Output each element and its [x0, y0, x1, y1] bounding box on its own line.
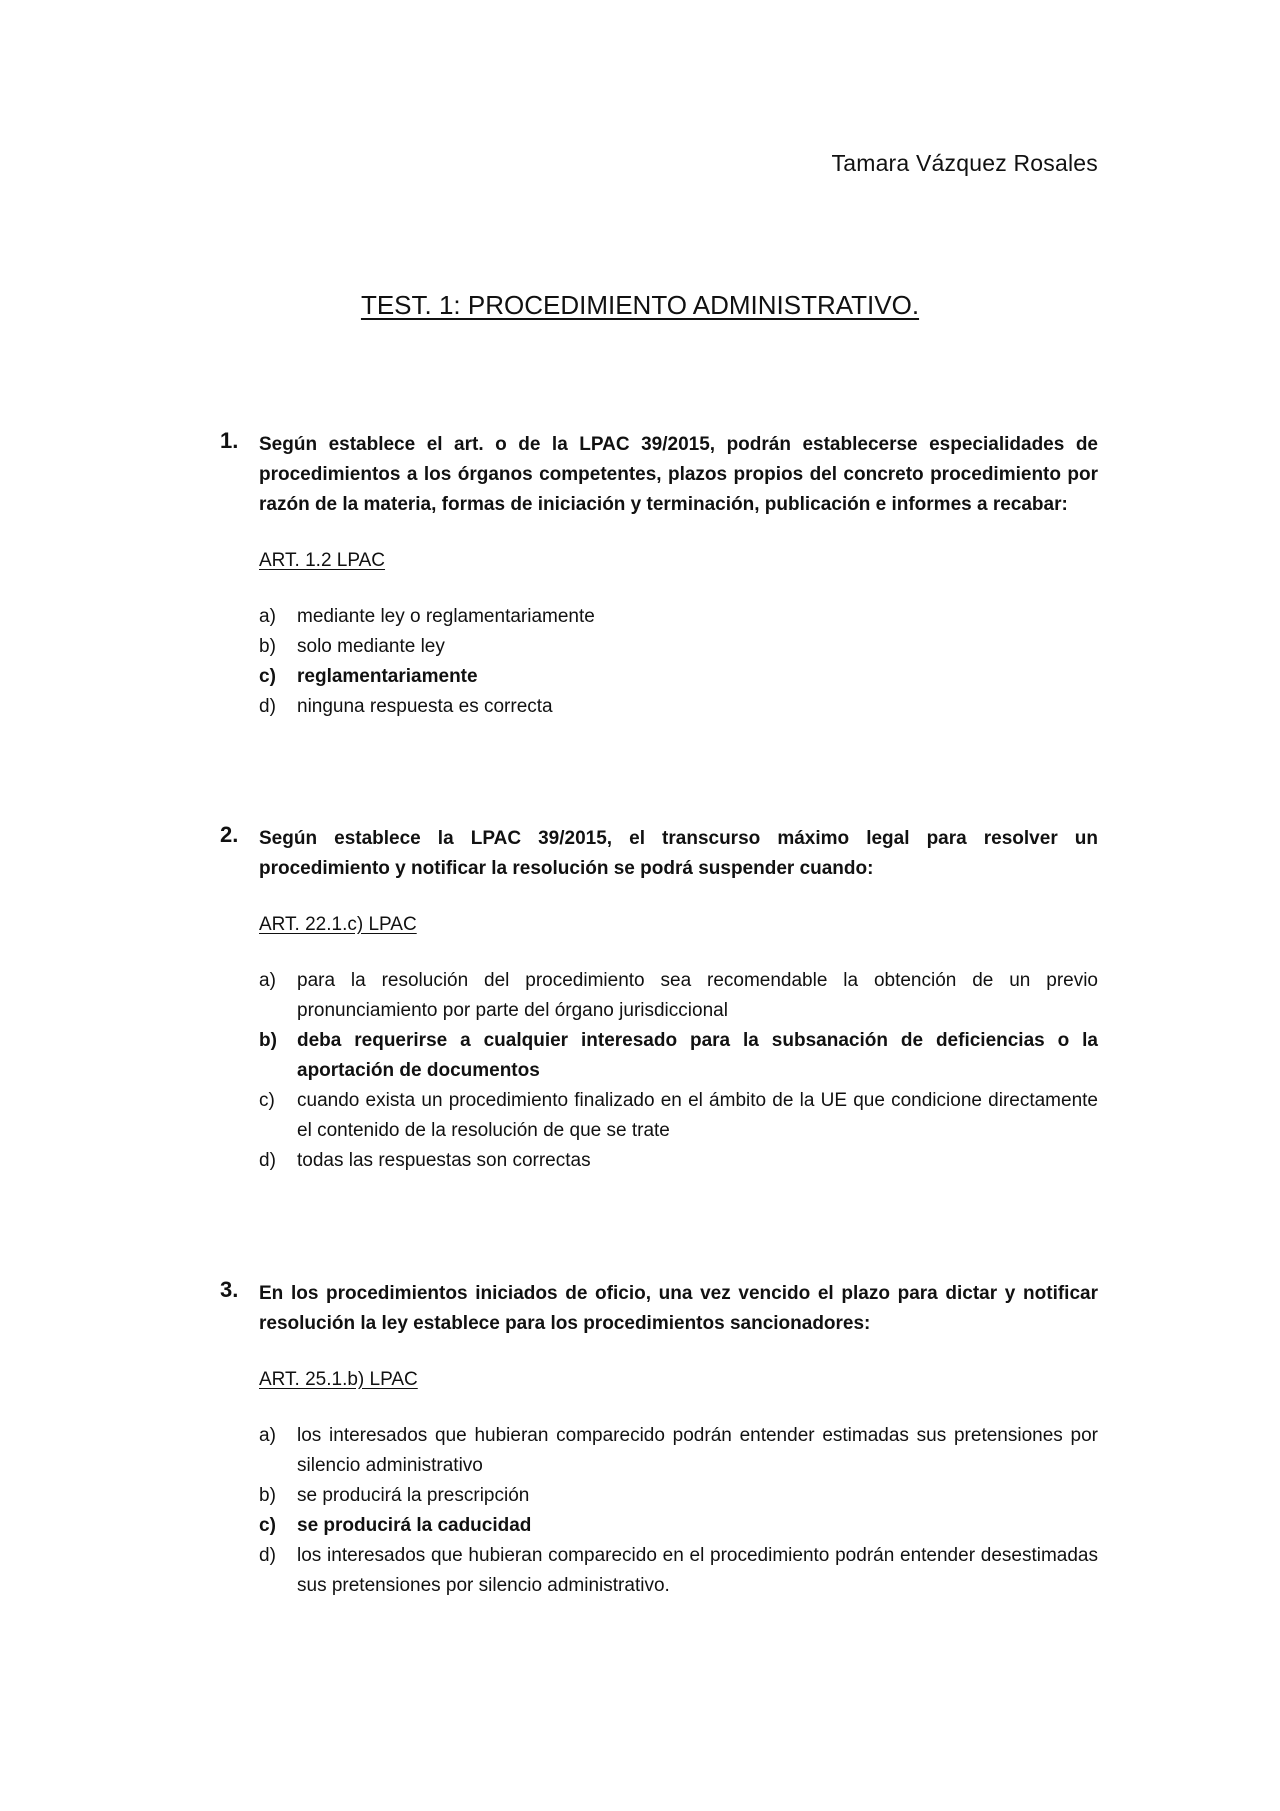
option-letter: d) — [259, 1545, 276, 1566]
option-letter: a) — [259, 1425, 276, 1446]
option-text: ninguna respuesta es correcta — [297, 696, 553, 717]
option-letter: b) — [259, 636, 276, 657]
option-letter: a) — [259, 970, 276, 991]
option-text: deba requerirse a cualquier interesado para la subsanación de deficiencias o la aportación de documentos — [297, 1030, 1098, 1081]
option-text: los interesados que hubieran comparecido podrán entender estimadas sus pretensiones por silencio administrativo — [297, 1425, 1098, 1476]
answer-options — [259, 1421, 1098, 1601]
option-text: se producirá la caducidad — [297, 1515, 532, 1536]
option-text: reglamentariamente — [297, 666, 478, 687]
answer-option — [259, 602, 1098, 632]
answer-option — [259, 1421, 1098, 1481]
question-number: 3. — [220, 1277, 239, 1302]
document-title: TEST. 1: PROCEDIMIENTO ADMINISTRATIVO. — [360, 290, 920, 320]
option-letter: c) — [259, 1090, 275, 1111]
answer-option — [259, 1146, 1098, 1176]
article-reference: ART. 25.1.b) LPAC — [259, 1369, 418, 1390]
answer-options — [259, 966, 1098, 1176]
option-letter: d) — [259, 696, 276, 717]
answer-option — [259, 632, 1098, 662]
answer-options — [259, 602, 1098, 722]
option-letter: a) — [259, 606, 276, 627]
answer-option-correct — [259, 1511, 1098, 1541]
question-text: Según establece la LPAC 39/2015, el transcurso máximo legal para resolver un procedimiento y notificar la resolución se podrá suspender cuando: — [259, 828, 1098, 879]
option-text: mediante ley o reglamentariamente — [297, 606, 595, 627]
option-letter: c) — [259, 666, 276, 687]
answer-option — [259, 1086, 1098, 1146]
question-1 — [220, 430, 1098, 738]
option-text: todas las respuestas son correctas — [297, 1150, 591, 1171]
answer-option — [259, 966, 1098, 1026]
question-header — [220, 824, 1098, 884]
option-letter: b) — [259, 1485, 276, 1506]
article-reference: ART. 1.2 LPAC — [259, 550, 386, 571]
option-letter: d) — [259, 1150, 276, 1171]
question-text: En los procedimientos iniciados de oficio, una vez vencido el plazo para dictar y notificar resolución la ley establece para los procedimientos sancionadores: — [259, 1283, 1098, 1334]
option-text: solo mediante ley — [297, 636, 445, 657]
option-text: para la resolución del procedimiento sea recomendable la obtención de un previo pronunciamiento por parte del órgano jurisdiccional — [297, 970, 1098, 1021]
question-number: 2. — [220, 822, 239, 847]
option-text: se producirá la prescripción — [297, 1485, 530, 1506]
question-text: Según establece el art. o de la LPAC 39/2015, podrán establecerse especialidades de procedimientos a los órganos competentes, plazos propios del concreto procedimiento por razón de la materia, formas de iniciación y terminación, publicación e informes a recabar: — [259, 434, 1098, 515]
question-header — [220, 430, 1098, 520]
answer-option — [259, 1541, 1098, 1601]
question-number: 1. — [220, 428, 239, 453]
answer-option-correct — [259, 662, 1098, 692]
answer-option — [259, 692, 1098, 722]
question-3 — [220, 1279, 1098, 1617]
option-letter: c) — [259, 1515, 276, 1536]
author-name: Tamara Vázquez Rosales — [831, 150, 1098, 176]
question-2 — [220, 824, 1098, 1192]
option-text: cuando exista un procedimiento finalizado en el ámbito de la UE que condicione directamente el contenido de la resolución de que se trate — [297, 1090, 1098, 1141]
option-text: los interesados que hubieran comparecido en el procedimiento podrán entender desestimadas sus pretensiones por silencio administrativo. — [297, 1545, 1098, 1596]
article-reference: ART. 22.1.c) LPAC — [259, 914, 417, 935]
option-letter: b) — [259, 1030, 277, 1051]
answer-option-correct — [259, 1026, 1098, 1086]
question-header — [220, 1279, 1098, 1339]
answer-option — [259, 1481, 1098, 1511]
